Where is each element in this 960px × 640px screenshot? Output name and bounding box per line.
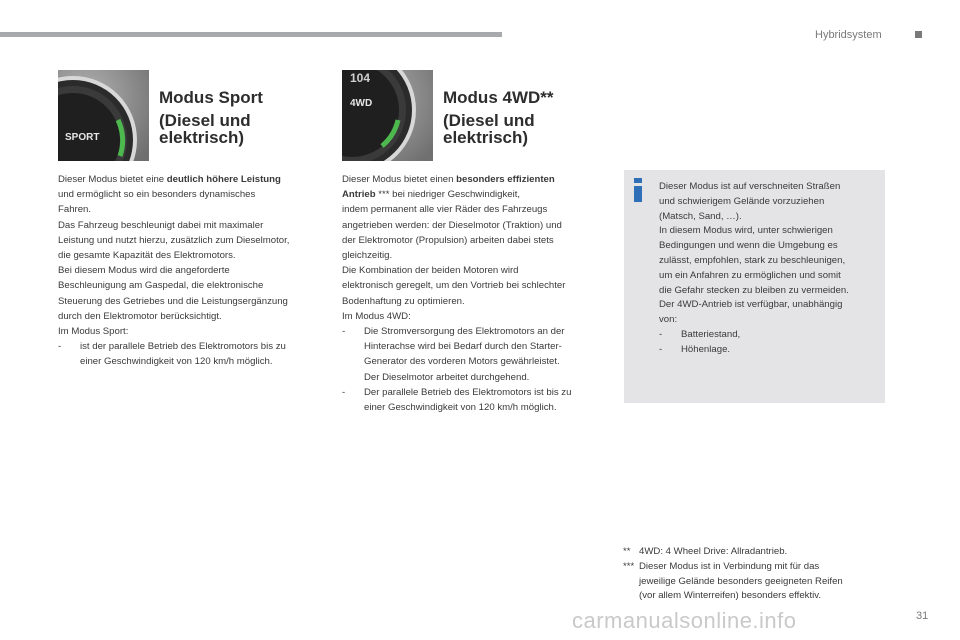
info-list-item xyxy=(659,328,881,343)
fourwd-dial-image xyxy=(342,70,433,161)
info-text xyxy=(659,180,881,358)
sport-p2-line3: die gesamte Kapazität des Elektromotors. xyxy=(58,250,236,262)
info-line: Bedingungen und wenn die Umgebung es xyxy=(659,240,838,252)
info-item-battery: Batteriestand, xyxy=(681,328,741,340)
sport-p3-line2: Beschleunigung am Gaspedal, die elektronische xyxy=(58,280,264,292)
fourwd-dial-label: 4WD xyxy=(350,98,373,109)
list-dash: - xyxy=(659,328,663,340)
info-line: und schwierigem Gelände vorzuziehen xyxy=(659,195,825,207)
sport-p1-line1: Dieser Modus bietet eine deutlich höhere Leistung xyxy=(58,174,281,185)
fourwd-item2-line1: Der parallele Betrieb des Elektromotors ist bis zu xyxy=(364,386,572,398)
list-dash: - xyxy=(659,343,663,355)
section-title: Hybridsystem xyxy=(815,29,882,41)
sport-p1-line2: und ermöglicht so ein besonders dynamisches xyxy=(58,189,256,201)
header-bar xyxy=(0,32,502,37)
section-marker xyxy=(915,31,922,38)
fourwd-p1-line2: Antrieb *** bei niedriger Geschwindigkeit, xyxy=(342,189,521,201)
footnotes xyxy=(623,545,883,604)
footnote-text: Dieser Modus ist in Verbindung mit für das xyxy=(639,560,820,572)
sport-p1-line3: Fahren. xyxy=(58,204,92,216)
sport-subtitle-line2: elektrisch) xyxy=(159,128,245,147)
sport-item1-line2: einer Geschwindigkeit von 120 km/h möglich. xyxy=(80,356,273,368)
sport-p2-line1: Das Fahrzeug beschleunigt dabei mit maximaler xyxy=(58,219,264,231)
footnote-mark: *** xyxy=(623,560,635,572)
sport-subtitle-line1: (Diesel und xyxy=(159,111,251,130)
footnote-tyres xyxy=(623,560,883,575)
sport-p3-line1: Bei diesem Modus wird die angeforderte xyxy=(58,265,230,277)
fourwd-title: Modus 4WD** xyxy=(443,88,554,107)
footnote-text: 4WD: 4 Wheel Drive: Allradantrieb. xyxy=(639,546,788,557)
fourwd-p1-line3: indem permanent alle vier Räder des Fahrzeugs xyxy=(342,204,548,216)
fourwd-p2-line2: elektronisch geregelt, um den Vortrieb bei schlechter xyxy=(342,280,566,292)
list-dash: - xyxy=(342,386,346,398)
fourwd-p1-line1: Dieser Modus bietet einen besonders effizienten xyxy=(342,174,555,185)
fourwd-p1-line4: angetrieben werden: der Dieselmotor (Traktion) und xyxy=(342,219,562,231)
fourwd-description xyxy=(342,172,610,415)
fourwd-item1-line1: Die Stromversorgung des Elektromotors an der xyxy=(364,326,565,338)
fourwd-list-item xyxy=(342,324,610,385)
list-dash: - xyxy=(58,341,62,353)
info-icon xyxy=(631,178,645,202)
list-dash: - xyxy=(342,326,346,338)
info-line: von: xyxy=(659,314,678,326)
fourwd-p2-line1: Die Kombination der beiden Motoren wird xyxy=(342,265,519,277)
sport-dial-image xyxy=(58,70,149,161)
watermark: carmanualsonline.info xyxy=(572,608,797,633)
fourwd-item1-line2: Hinterachse wird bei Bedarf durch den Starter- xyxy=(364,341,562,353)
fourwd-subtitle-line1: (Diesel und xyxy=(443,111,535,130)
footnote-text: (vor allem Winterreifen) besonders effektiv. xyxy=(639,590,821,602)
footnote-4wd xyxy=(623,545,883,560)
info-line: zulässt, empfohlen, stark zu beschleunigen, xyxy=(659,254,846,266)
fourwd-p3: Im Modus 4WD: xyxy=(342,310,411,322)
sport-item1-line1: ist der parallele Betrieb des Elektromotors bis zu xyxy=(80,341,286,353)
fourwd-item2-line2: einer Geschwindigkeit von 120 km/h möglich. xyxy=(364,402,557,414)
fourwd-p2-line3: Bodenhaftung zu optimieren. xyxy=(342,295,465,307)
page-number: 31 xyxy=(916,610,929,622)
sport-p4: Im Modus Sport: xyxy=(58,326,129,338)
info-list-item xyxy=(659,343,881,358)
info-line: um ein Anfahren zu ermöglichen und somit xyxy=(659,269,841,281)
sport-list-item xyxy=(58,339,326,369)
fourwd-dial-top-label: 104 xyxy=(350,71,371,85)
info-line: Der 4WD-Antrieb ist verfügbar, unabhängig xyxy=(659,299,843,311)
sport-dial-label: SPORT xyxy=(65,132,100,143)
sport-p3-line3: Steuerung des Getriebes und die Leistungsergänzung xyxy=(58,295,288,307)
sport-p2-line2: Leistung und nutzt hierzu, zusätzlich zum Dieselmotor, xyxy=(58,234,290,246)
info-line: Dieser Modus ist auf verschneiten Straßen xyxy=(659,181,841,192)
fourwd-item1-line4: Der Dieselmotor arbeitet durchgehend. xyxy=(364,371,530,383)
info-item-altitude: Höhenlage. xyxy=(681,343,731,355)
footnote-text: jeweilige Gelände besonders geeigneten Reifen xyxy=(639,575,843,587)
sport-title: Modus Sport xyxy=(159,88,263,107)
sport-description xyxy=(58,172,326,370)
info-line: die Gefahr stecken zu bleiben zu vermeiden. xyxy=(659,284,849,296)
fourwd-list-item xyxy=(342,385,610,415)
fourwd-subtitle-line2: elektrisch) xyxy=(443,128,529,147)
fourwd-p1-line6: gleichzeitig. xyxy=(342,250,393,262)
info-line: In diesem Modus wird, unter schwierigen xyxy=(659,225,833,237)
sport-p3-line4: durch den Elektromotor berücksichtigt. xyxy=(58,310,222,322)
footnote-mark: ** xyxy=(623,546,631,557)
fourwd-p1-line5: der Elektromotor (Propulsion) arbeiten dabei stets xyxy=(342,234,554,246)
info-line: (Matsch, Sand, …). xyxy=(659,210,742,222)
fourwd-item1-line3: Generator des vorderen Motors gewährleistet. xyxy=(364,356,560,368)
